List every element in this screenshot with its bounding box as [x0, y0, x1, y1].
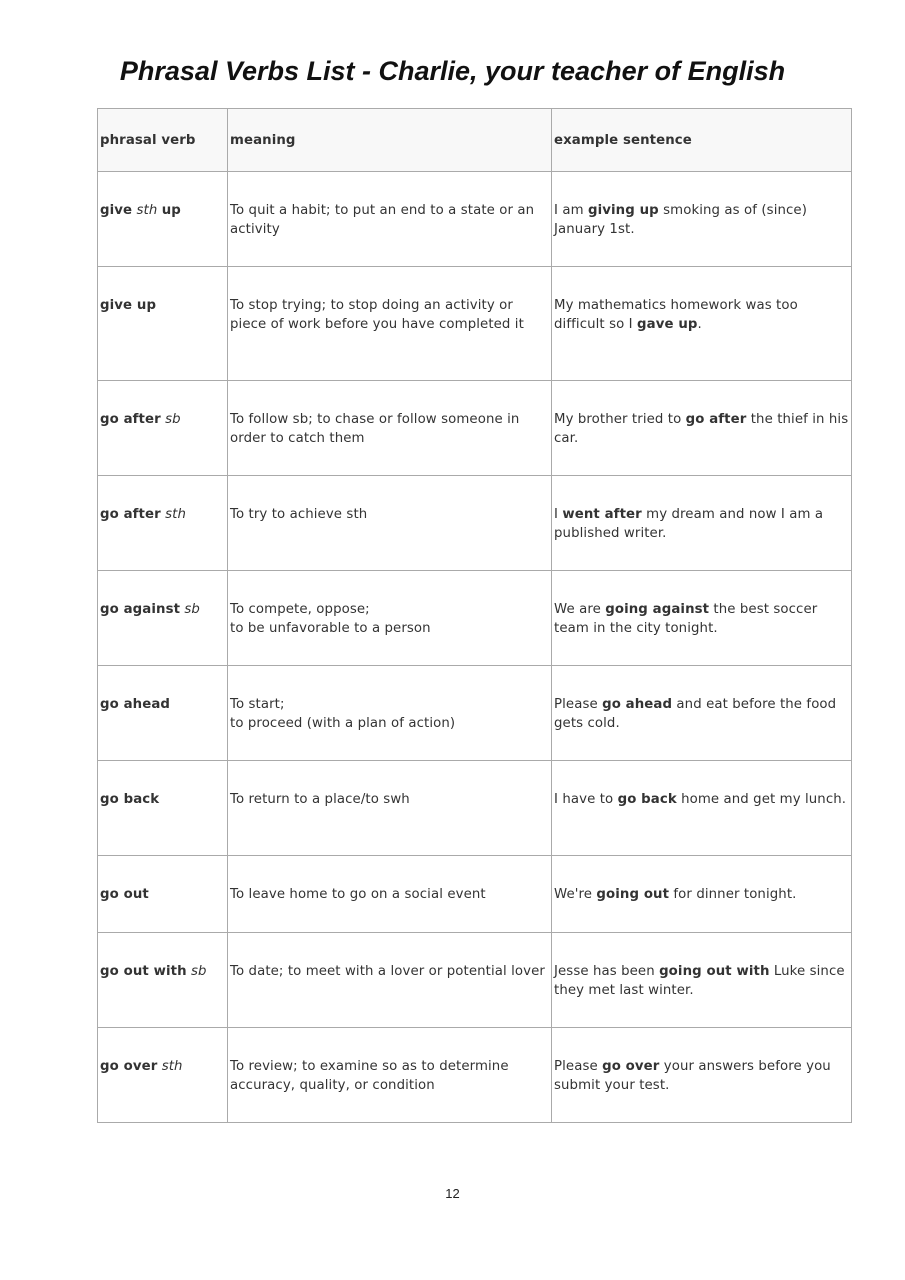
meaning-cell — [228, 571, 552, 666]
table-row — [98, 933, 852, 1028]
italic-text: sth — [157, 1059, 183, 1074]
table-row — [98, 267, 852, 381]
text: my dream and now I am a published writer. — [554, 507, 824, 541]
text: . — [697, 317, 702, 332]
meaning-cell — [228, 933, 552, 1028]
italic-text: sth — [160, 507, 186, 522]
phrasal-verb-cell — [98, 172, 228, 267]
text: Jesse has been — [554, 964, 660, 979]
bold-text: up — [161, 203, 181, 218]
text: We're — [554, 887, 597, 902]
text: To quit a habit; to put an end to a state or an activity — [230, 203, 535, 237]
text: the best soccer team in the city tonight. — [554, 602, 818, 636]
table-row — [98, 856, 852, 933]
text: the thief in his car. — [554, 412, 849, 446]
bold-text: go back — [617, 792, 677, 807]
text: smoking as of (since) January 1st. — [554, 203, 807, 237]
meaning-cell — [228, 476, 552, 571]
document-title: Phrasal Verbs List - Charlie, your teacher of English — [119, 56, 786, 86]
bold-text: go after — [685, 412, 747, 427]
example-sentence-cell — [552, 267, 852, 381]
italic-text: sb — [180, 602, 200, 617]
table-row — [98, 381, 852, 476]
example-sentence-cell — [552, 381, 852, 476]
text: I — [554, 507, 563, 522]
page-number: 12 — [445, 1186, 460, 1201]
bold-text: go out — [100, 887, 149, 902]
table-row — [98, 1028, 852, 1123]
text: Please — [554, 697, 603, 712]
bold-text: going out with — [659, 964, 770, 979]
example-sentence-cell — [552, 1028, 852, 1123]
phrasal-verb-cell — [98, 381, 228, 476]
text: for dinner tonight. — [669, 887, 797, 902]
example-sentence-cell — [552, 933, 852, 1028]
bold-text: went after — [562, 507, 642, 522]
meaning-cell — [228, 1028, 552, 1123]
text: To date; to meet with a lover or potential lover — [230, 964, 545, 979]
bold-text: going against — [605, 602, 710, 617]
example-sentence-cell — [552, 856, 852, 933]
italic-text: sb — [186, 964, 207, 979]
phrasal-verb-cell — [98, 933, 228, 1028]
meaning-cell — [228, 267, 552, 381]
text: your answers before you submit your test. — [554, 1059, 831, 1093]
example-sentence-cell — [552, 666, 852, 761]
text: My mathematics homework was too difficult so I — [554, 298, 798, 332]
text: Please — [554, 1059, 603, 1074]
example-sentence-cell — [552, 571, 852, 666]
bold-text: go over — [100, 1059, 158, 1074]
header-meaning: meaning — [228, 109, 552, 172]
text: To leave home to go on a social event — [230, 887, 486, 902]
bold-text: go against — [100, 602, 181, 617]
meaning-cell — [228, 666, 552, 761]
bold-text: go after — [100, 507, 161, 522]
header-phrasal-verb: phrasal verb — [98, 109, 228, 172]
text: To stop trying; to stop doing an activity or piece of work before you have completed it — [230, 298, 524, 332]
bold-text: go ahead — [602, 697, 673, 712]
bold-text: give up — [100, 298, 157, 313]
phrasal-verb-cell — [98, 856, 228, 933]
bold-text: go ahead — [100, 697, 171, 712]
bold-text: going out — [596, 887, 670, 902]
text: Luke since they met last winter. — [554, 964, 845, 998]
example-sentence-cell — [552, 476, 852, 571]
bold-text: giving up — [587, 203, 659, 218]
bold-text: go over — [602, 1059, 660, 1074]
phrasal-verbs-table — [97, 108, 852, 1123]
meaning-cell — [228, 172, 552, 267]
meaning-cell — [228, 381, 552, 476]
phrasal-verb-cell — [98, 476, 228, 571]
text: To start; — [230, 697, 285, 712]
meaning-cell — [228, 761, 552, 856]
text: I have to — [554, 792, 618, 807]
phrasal-verb-cell — [98, 571, 228, 666]
text: I am — [554, 203, 588, 218]
text: to proceed (with a plan of action) — [230, 716, 456, 731]
italic-text: sth — [132, 203, 162, 218]
italic-text: sb — [160, 412, 181, 427]
text: and eat before the food gets cold. — [554, 697, 837, 731]
text: To try to achieve sth — [230, 507, 368, 522]
phrasal-verb-cell — [98, 761, 228, 856]
text: To follow sb; to chase or follow someone in order to catch them — [230, 412, 520, 446]
bold-text: go back — [100, 792, 160, 807]
example-sentence-cell — [552, 172, 852, 267]
header-example-sentence: example sentence — [552, 109, 852, 172]
table-row — [98, 761, 852, 856]
text: To compete, oppose; — [230, 602, 370, 617]
text: We are — [554, 602, 606, 617]
text: home and get my lunch. — [676, 792, 847, 807]
bold-text: go out with — [100, 964, 187, 979]
bold-text: go after — [100, 412, 161, 427]
text: To review; to examine so as to determine accuracy, quality, or condition — [230, 1059, 509, 1093]
text: My brother tried to — [554, 412, 686, 427]
table-row — [98, 571, 852, 666]
example-sentence-cell — [552, 761, 852, 856]
table-row — [98, 666, 852, 761]
text: to be unfavorable to a person — [230, 621, 431, 636]
phrasal-verb-cell — [98, 1028, 228, 1123]
table-row — [98, 172, 852, 267]
phrasal-verb-cell — [98, 267, 228, 381]
meaning-cell — [228, 856, 552, 933]
table-header-row — [98, 109, 852, 172]
table-row — [98, 476, 852, 571]
text: To return to a place/to swh — [230, 792, 410, 807]
bold-text: give — [100, 203, 133, 218]
phrasal-verb-cell — [98, 666, 228, 761]
bold-text: gave up — [637, 317, 698, 332]
